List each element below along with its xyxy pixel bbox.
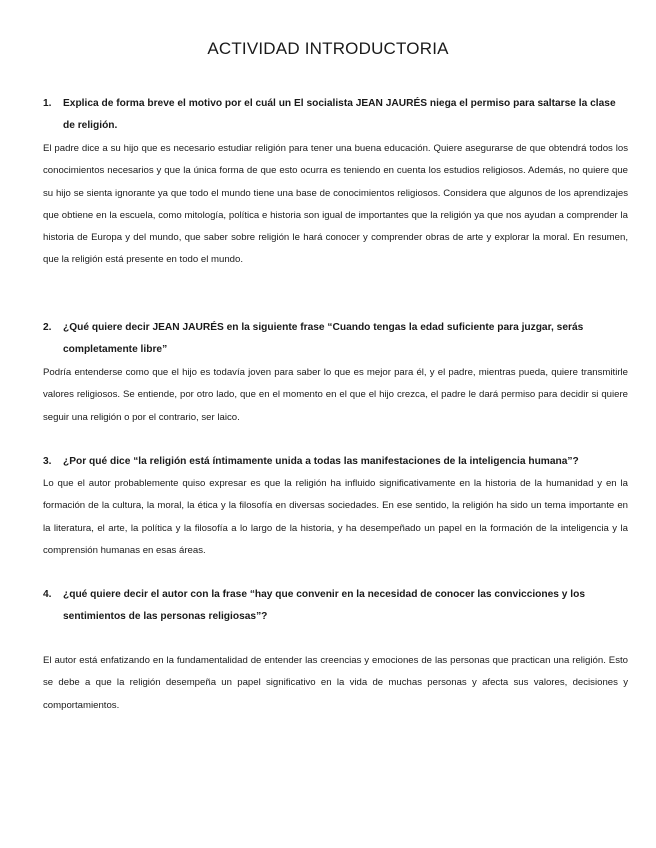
question-1 [43, 93, 628, 137]
question-number: 1. [43, 98, 52, 109]
page-title: ACTIVIDAD INTRODUCTORIA [207, 39, 449, 58]
question-2 [43, 317, 628, 361]
question-number: 4. [43, 589, 52, 600]
question-3 [43, 451, 628, 473]
answer-1: El padre dice a su hijo que es necesario estudiar religión para tener una buena educación. Quiere asegurarse de que obtendrá todos los conocimientos necesarios y que la única forma de que esto ocurra es teniendo en cuenta los estudios religiosos. Además, no quiere que su hijo se sienta ignorante ya que todo el mundo tiene una base de conocimientos religiosos. Considera que algunos de los aprendizajes que obtiene en la escuela, como mitología, política e historia son igual de importantes que la religión ya que nos ayudan a comprender la historia de Europa y del mundo, que saber sobre religión le hará conocer y comprender obras de arte y explorar la moral. En resumen, que la religión está presente en todo el mundo. [43, 143, 628, 266]
question-4 [43, 584, 628, 628]
question-text: ¿Por qué dice “la religión está íntimamente unida a todas las manifestaciones de la inteligencia humana”? [63, 456, 579, 467]
answer-4: El autor está enfatizando en la fundamentalidad de entender las creencias y emociones de las personas que practican una religión. Esto se debe a que la religión desempeña un papel significativo en la vida de muchas personas y afecta sus valores, decisiones y comportamientos. [43, 655, 628, 711]
question-number: 3. [43, 456, 52, 467]
question-text: ¿Qué quiere decir JEAN JAURÉS en la siguiente frase “Cuando tengas la edad suficiente para juzgar, serás completamente libre” [63, 322, 584, 355]
question-number: 2. [43, 322, 52, 333]
question-text: ¿qué quiere decir el autor con la frase “hay que convenir en la necesidad de conocer las convicciones y los sentimientos de las personas religiosas”? [63, 589, 586, 622]
question-text: Explica de forma breve el motivo por el cuál un El socialista JEAN JAURÉS niega el permiso para saltarse la clase de religión. [63, 98, 616, 131]
answer-3: Lo que el autor probablemente quiso expresar es que la religión ha influido significativamente en la historia de la humanidad y en la formación de la cultura, la moral, la ética y la filosofía en diversas sociedades. En ese sentido, la religión ha sido un tema importante en la literatura, el arte, la política y la filosofía a lo largo de la historia, y ha desempeñado un papel en la formación de la inteligencia y la comprensión humanas en esas áreas. [43, 478, 628, 556]
answer-2: Podría entenderse como que el hijo es todavía joven para saber lo que es mejor para él, y el padre, mientras pueda, quiere transmitirle valores religiosos. Se entiende, por otro lado, que en el momento en el que el hijo crezca, el padre le dará permiso para decidir si quiere seguir una religión o por el contrario, ser laico. [43, 367, 628, 423]
